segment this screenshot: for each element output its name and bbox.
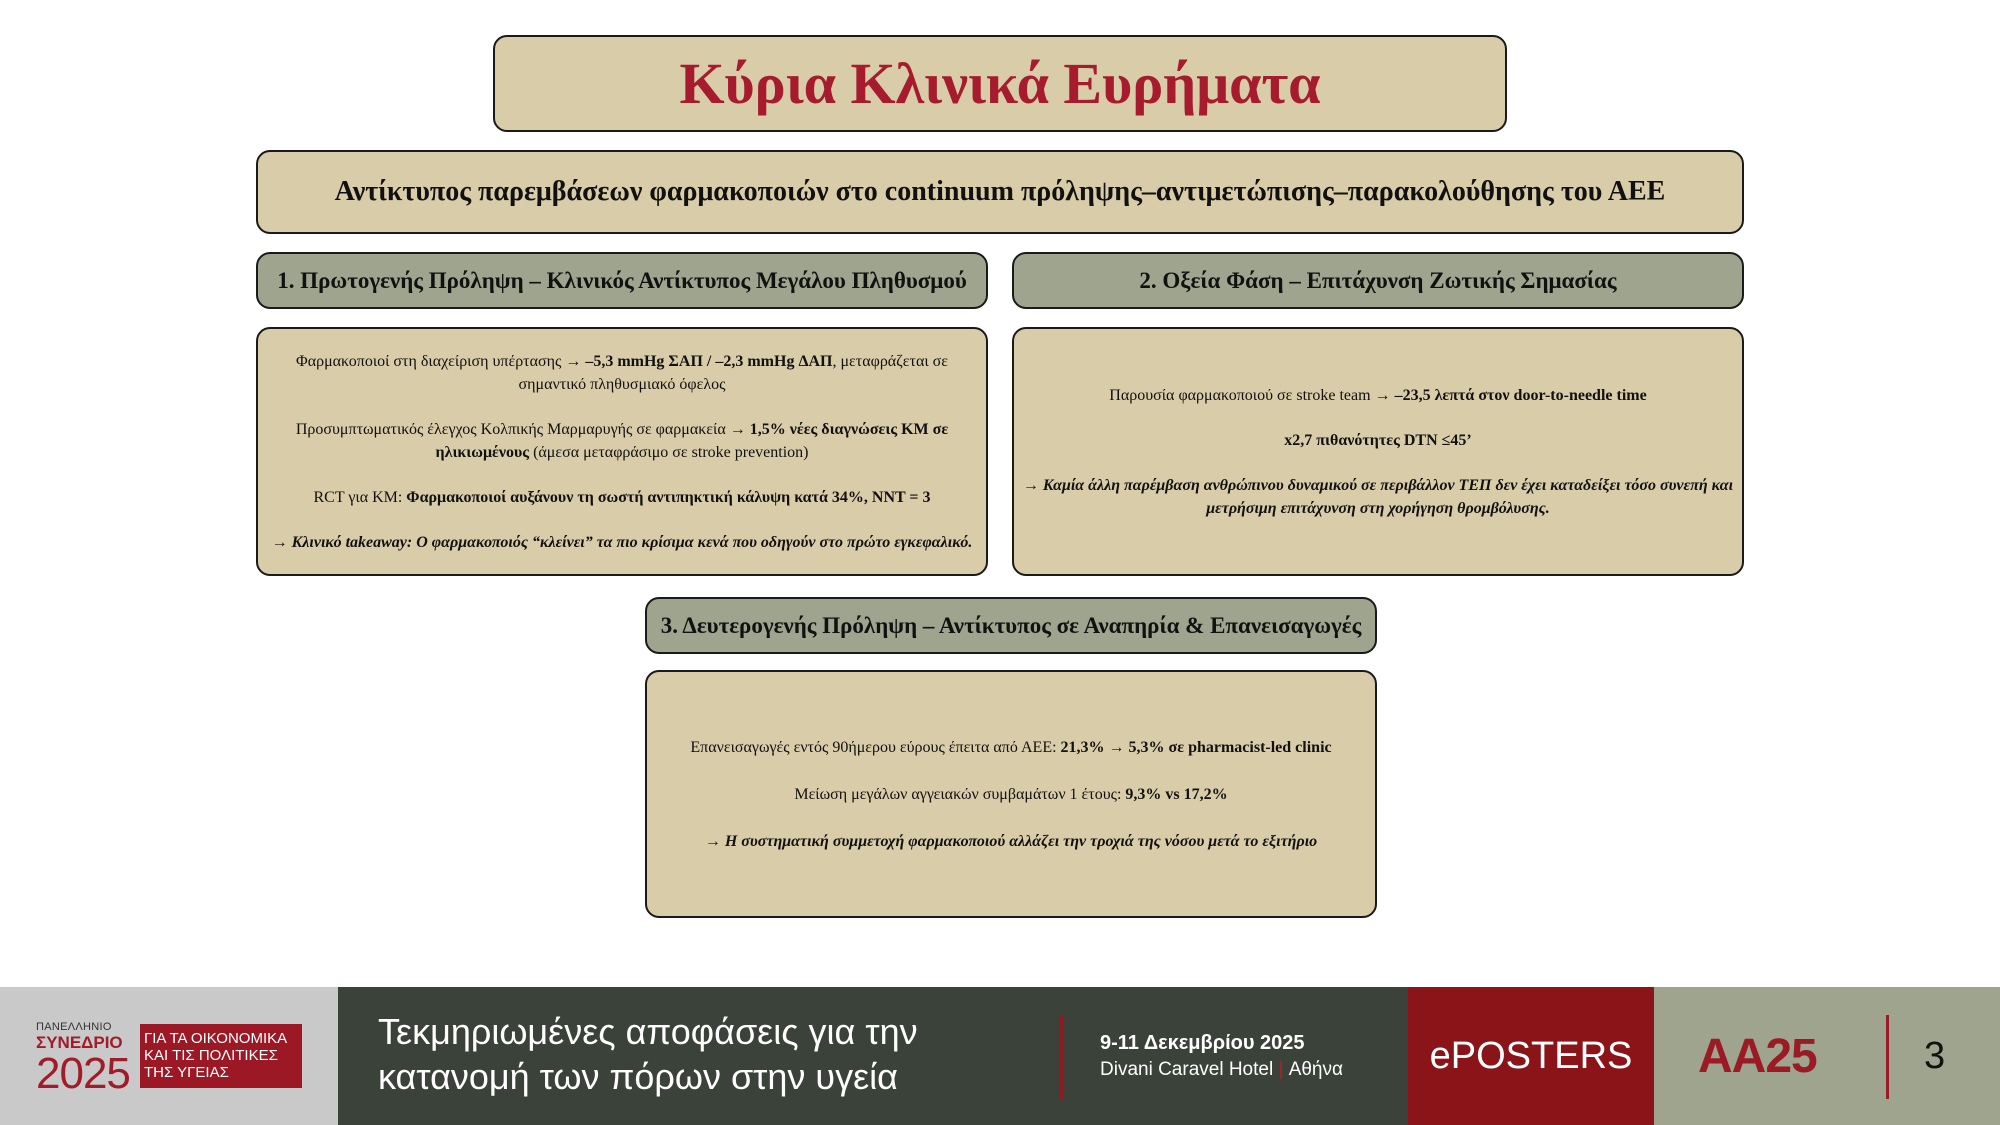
- section-1-point-3: RCT για ΚΜ: Φαρμακοποιοί αυξάνουν τη σωστή αντιπηκτική κάλυψη κατά 34%, NNT = 3: [313, 488, 931, 506]
- footer-banner: [0, 987, 2000, 1125]
- page-title: Κύρια Κλινικά Ευρήματα: [679, 51, 1321, 116]
- section-2-point-1: Παρουσία φαρμακοποιού σε stroke team → –23,5 λεπτά στον door-to-needle time: [1109, 386, 1647, 404]
- section-2-takeaway: → Καμία άλλη παρέμβαση ανθρώπινου δυναμικού σε περιβάλλον ΤΕΠ δεν έχει καταδείξει τόσο συνεπή και μετρήσιμη επιτάχυνση στη χορήγηση θρομβόλυσης.: [1022, 476, 1734, 517]
- section-3-takeaway: → Η συστηματική συμμετοχή φαρμακοποιού αλλάζει την τροχιά της νόσου μετά το εξιτήριο: [704, 832, 1318, 850]
- section-3-point-2: Μείωση μεγάλων αγγειακών συμβαμάτων 1 έτους: 9,3% vs 17,2%: [794, 785, 1228, 803]
- title-box: [493, 35, 1507, 132]
- footer-code-panel: [1654, 987, 2000, 1125]
- section-2-content: [1012, 327, 1744, 576]
- section-2-point-2: x2,7 πιθανότητες DTN ≤45’: [1284, 431, 1472, 449]
- event-info: [1100, 1030, 1343, 1084]
- section-1-content: [256, 327, 988, 576]
- section-1-heading: 1. Πρωτογενής Πρόληψη – Κλινικός Αντίκτυπος Μεγάλου Πληθυσμού: [277, 267, 967, 293]
- page-number: 3: [1924, 1035, 1946, 1077]
- section-1-heading-box: [256, 252, 988, 309]
- page-subtitle: Αντίκτυπος παρεμβάσεων φαρμακοποιών στο continuum πρόληψης–αντιμετώπισης–παρακολούθησης του ΑΕΕ: [334, 176, 1666, 207]
- section-3-heading-box: [645, 597, 1377, 654]
- logo-tagline: ΓΙΑ ΤΑ ΟΙΚΟΝΟΜΙΚΑ ΚΑΙ ΤΙΣ ΠΟΛΙΤΙΚΕΣ ΤΗΣ ΥΓΕΙΑΣ: [140, 1024, 302, 1088]
- logo-wordmark: ΠΑΝΕΛΛΗΝΙΟ ΣΥΝΕΔΡΙΟ 2025: [36, 1021, 130, 1098]
- section-2-heading: 2. Οξεία Φάση – Επιτάχυνση Ζωτικής Σημασίας: [1139, 267, 1617, 293]
- eposters-label: ePOSTERS: [1408, 987, 1654, 1125]
- subtitle-box: [256, 150, 1744, 234]
- conference-logo: [0, 987, 338, 1125]
- section-1-takeaway: → Κλινικό takeaway: Ο φαρμακοποιός “κλείνει” τα πιο κρίσιμα κενά που οδηγούν στο πρώτο εγκεφαλικό.: [271, 533, 973, 551]
- section-2-heading-box: [1012, 252, 1744, 309]
- section-1-point-2: Προσυμπτωματικός έλεγχος Κολπικής Μαρμαρυγής σε φαρμακεία → 1,5% νέες διαγνώσεις ΚΜ σε ηλικιωμένους (άμεσα μεταφράσιμο σε stroke prevention): [295, 420, 949, 461]
- poster-code: AA25: [1698, 1030, 1817, 1083]
- section-3-content: [645, 670, 1377, 918]
- section-3-heading: 3. Δευτερογενής Πρόληψη – Αντίκτυπος σε Αναπηρία & Επανεισαγωγές: [660, 612, 1362, 638]
- footer-divider: [1886, 1015, 1889, 1099]
- section-3-point-1: Επανεισαγωγές εντός 90ήμερου εύρους έπειτα από ΑΕΕ: 21,3% → 5,3% σε pharmacist-led clinic: [690, 738, 1332, 756]
- footer-divider: [1060, 1015, 1063, 1099]
- event-date: 9-11 Δεκεμβρίου 2025: [1100, 1032, 1305, 1054]
- conference-tagline: Τεκμηριωμένες αποφάσεις για την κατανομή των πόρων στην υγεία: [378, 1011, 918, 1097]
- event-venue: Divani Caravel Hotel | Αθήνα: [1100, 1059, 1343, 1080]
- section-1-point-1: Φαρμακοποιοί στη διαχείριση υπέρτασης → –5,3 mmHg ΣΑΠ / –2,3 mmHg ΔΑΠ, μεταφράζεται σε σημαντικό πληθυσμιακό όφελος: [296, 352, 948, 393]
- footer-tagline-panel: [338, 987, 1408, 1125]
